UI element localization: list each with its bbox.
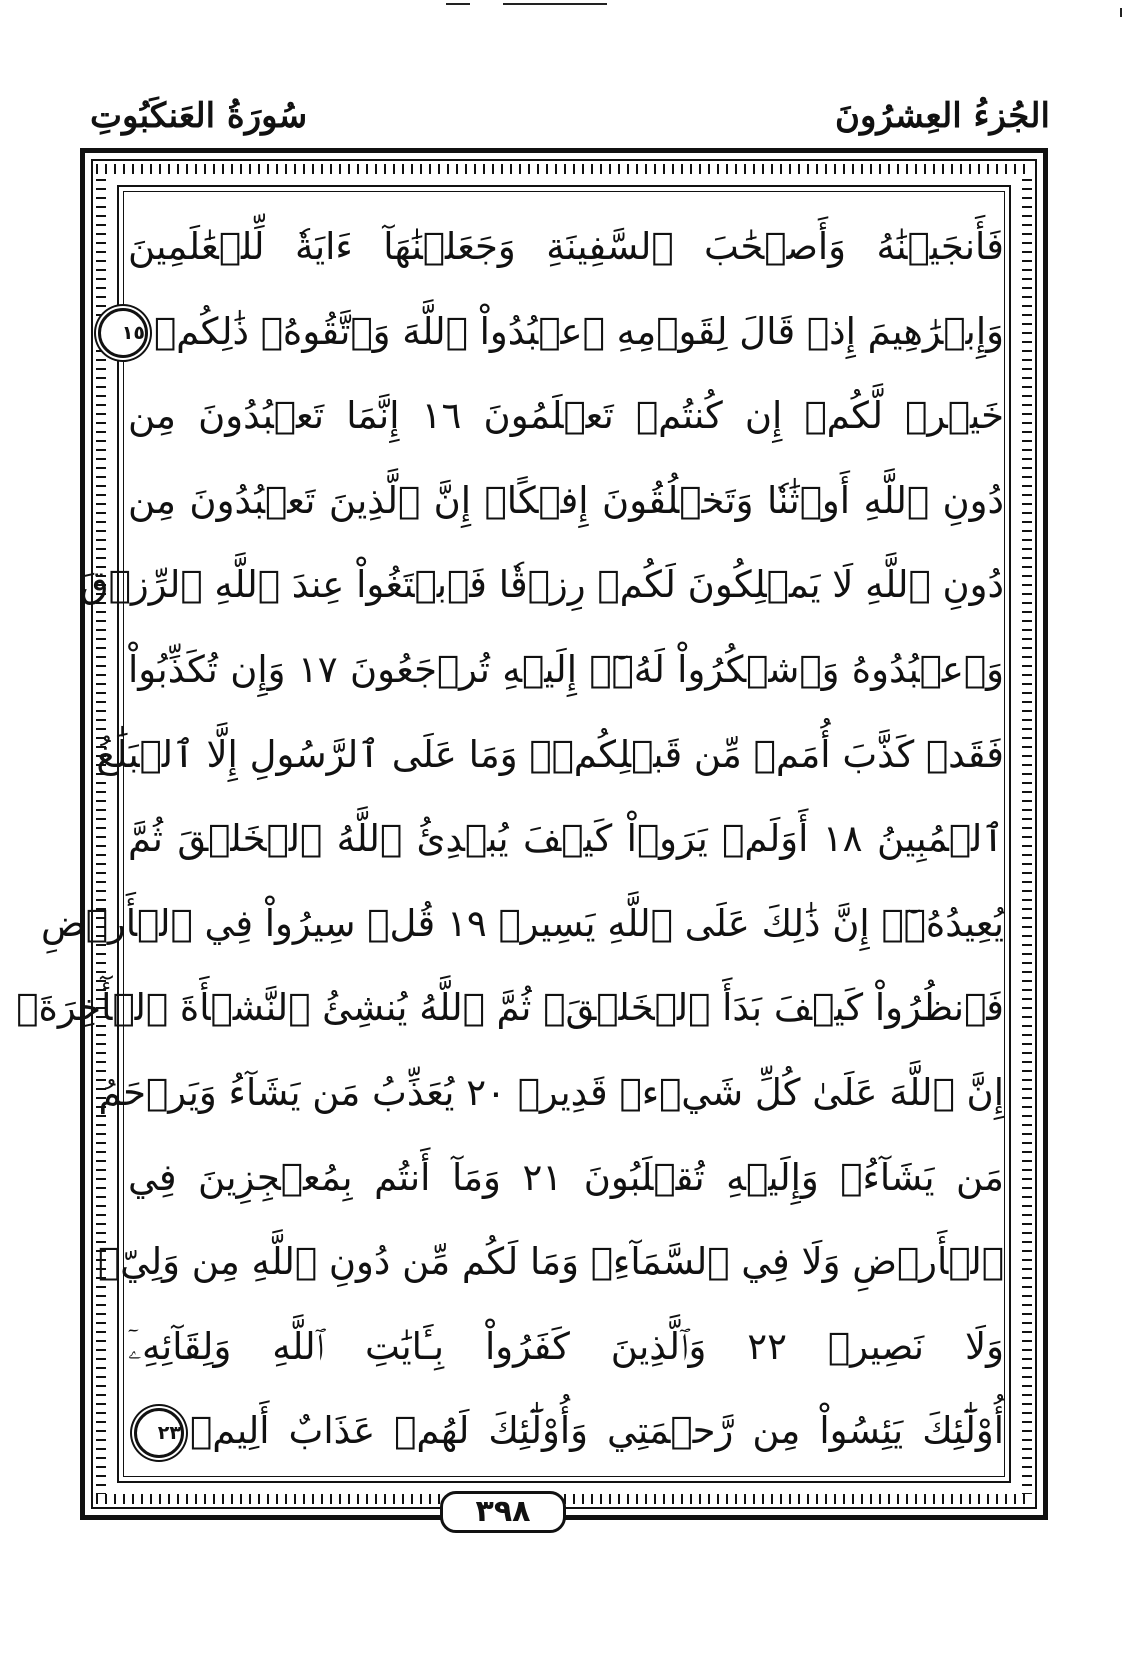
juz-title: الجُزءُ العِشرُونَ	[834, 96, 1050, 136]
text-line: فَٱنظُرُواْ كَيۡفَ بَدَأَ ٱلۡخَلۡقَۚ ثُمَّ ٱللَّهُ يُنشِئُ ٱلنَّشۡأَةَ ٱلۡأٓخِرَةَۚ	[16, 986, 1004, 1030]
text-line	[121, 290, 1004, 375]
surah-title: سُورَةُ العَنكَبُوتِ	[90, 96, 308, 136]
text-line-content: أُوْلَٰٓئِكَ يَئِسُواْ مِن رَّحۡمَتِي وَأُوْلَٰٓئِكَ لَهُمۡ عَذَابٌ أَلِيمٞ	[190, 1409, 1004, 1453]
text-line	[128, 1389, 1004, 1474]
text-line: فَقَدۡ كَذَّبَ أُمَمٞ مِّن قَبۡلِكُمۡۖ وَمَا عَلَى ٱلرَّسُولِ إِلَّا ٱلۡبَلَٰغُ	[96, 732, 1004, 776]
top-marks	[0, 0, 1131, 12]
text-line: وَلَا نَصِيرٖ ٢٢ وَٱلَّذِينَ كَفَرُواْ بِـَٔايَٰتِ ٱللَّهِ وَلِقَآئِهِۦٓ	[128, 1324, 1004, 1368]
text-line: إِنَّ ٱللَّهَ عَلَىٰ كُلِّ شَيۡءٖ قَدِيرٞ ٢٠ يُعَذِّبُ مَن يَشَآءُ وَيَرۡحَمُ	[98, 1070, 1004, 1114]
text-line: دُونِ ٱللَّهِ أَوۡثَٰنٗا وَتَخۡلُقُونَ إِفۡكًاۚ إِنَّ ٱلَّذِينَ تَعۡبُدُونَ مِن	[128, 478, 1004, 522]
corner-mark	[1120, 8, 1122, 17]
page-number: ٣٩٨	[440, 1491, 566, 1533]
text-line: ٱلۡمُبِينُ ١٨ أَوَلَمۡ يَرَوۡاْ كَيۡفَ يُبۡدِئُ ٱللَّهُ ٱلۡخَلۡقَ ثُمَّ	[128, 817, 1004, 861]
text-line: يُعِيدُهُۥٓۚ إِنَّ ذَٰلِكَ عَلَى ٱللَّهِ يَسِيرٞ ١٩ قُلۡ سِيرُواْ فِي ٱلۡأَرۡضِ	[40, 901, 1004, 945]
top-mark-short	[446, 3, 470, 5]
page-header	[84, 96, 1056, 146]
text-line: ٱلۡأَرۡضِ وَلَا فِي ٱلسَّمَآءِۖ وَمَا لَكُم مِّن دُونِ ٱللَّهِ مِن وَلِيّٖ	[97, 1240, 1004, 1284]
ayah-number-mark: ٢٣	[134, 1408, 184, 1458]
text-line: وَٱعۡبُدُوهُ وَٱشۡكُرُواْ لَهُۥٓۖ إِلَيۡهِ تُرۡجَعُونَ ١٧ وَإِن تُكَذِّبُواْ	[128, 647, 1004, 691]
top-mark-long	[503, 3, 607, 5]
ayah-number-mark: ١٥	[98, 308, 148, 358]
text-line-content: وَإِبۡرَٰهِيمَ إِذۡ قَالَ لِقَوۡمِهِ ٱعۡبُدُواْ ٱللَّهَ وَٱتَّقُوهُۖ ذَٰلِكُمۡ	[153, 309, 1004, 353]
quran-text-block	[16, 205, 1004, 1475]
text-line: خَيۡرٞ لَّكُمۡ إِن كُنتُمۡ تَعۡلَمُونَ ١٦ إِنَّمَا تَعۡبُدُونَ مِن	[128, 394, 1004, 438]
text-line: دُونِ ٱللَّهِ لَا يَمۡلِكُونَ لَكُمۡ رِزۡقٗا فَٱبۡتَغُواْ عِندَ ٱللَّهِ ٱلرِّزۡقَ	[79, 563, 1004, 607]
text-line: فَأَنجَيۡنَٰهُ وَأَصۡحَٰبَ ٱلسَّفِينَةِ وَجَعَلۡنَٰهَآ ءَايَةٗ لِّلۡعَٰلَمِينَ	[128, 225, 1004, 268]
text-line: مَن يَشَآءُۖ وَإِلَيۡهِ تُقۡلَبُونَ ٢١ وَمَآ أَنتُم بِمُعۡجِزِينَ فِي	[128, 1155, 1004, 1199]
